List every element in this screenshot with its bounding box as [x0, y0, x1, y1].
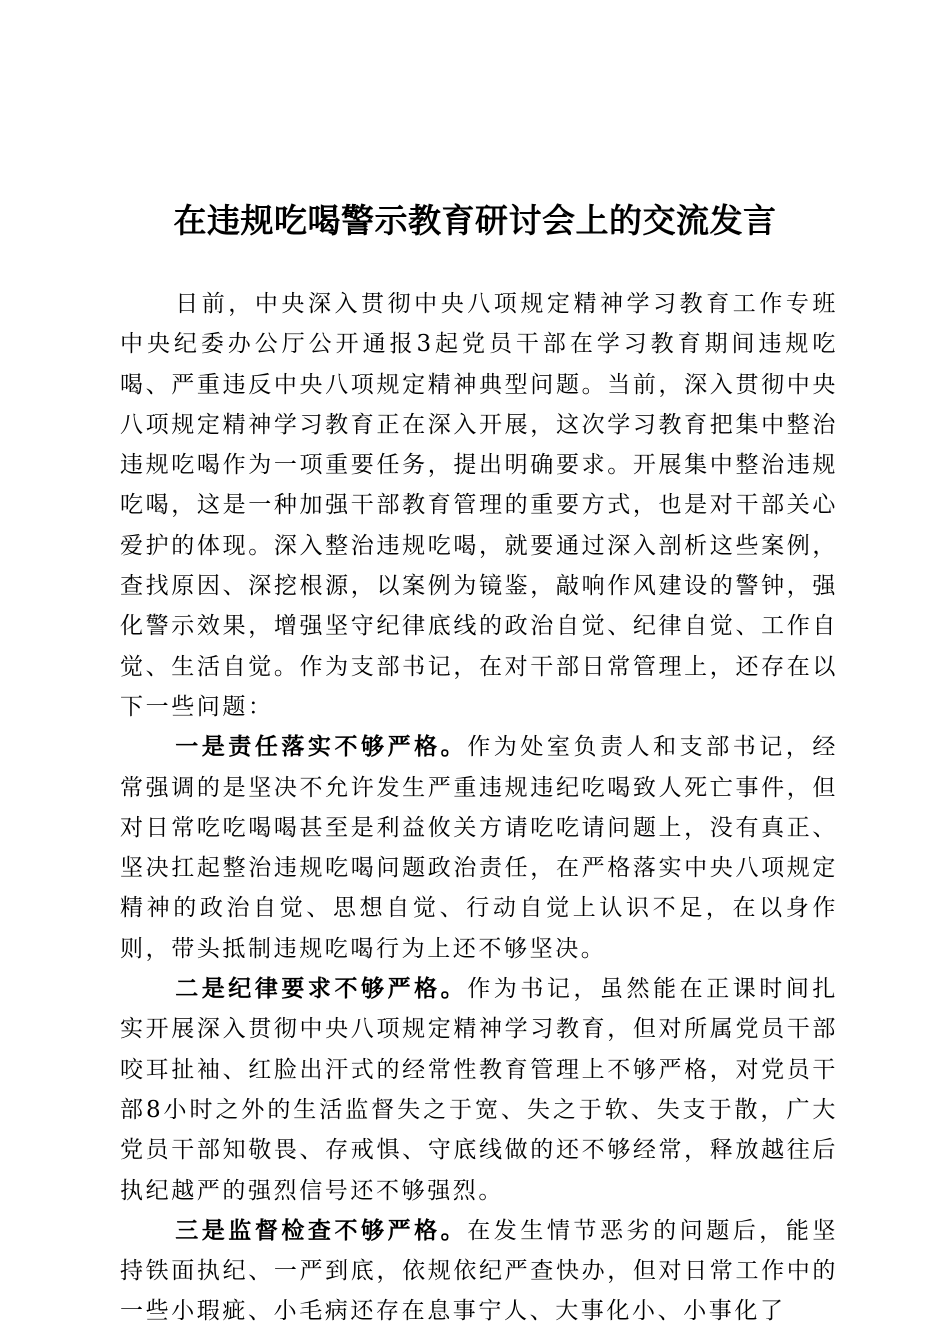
- paragraph-responsibility: [120, 727, 838, 969]
- paragraph-discipline: [120, 969, 838, 1211]
- paragraph-supervision: [120, 1211, 838, 1332]
- document-title: 在违规吃喝警示教育研讨会上的交流发言: [173, 201, 777, 240]
- document-body: [120, 284, 838, 1332]
- paragraph-text: 作为处室负责人和支部书记，经常强调的是坚决不允许发生严重违规违纪吃喝致人死亡事件，但对日常吃吃喝喝甚至是利益攸关方请吃吃请问题上，没有真正、坚决扛起整治违规吃喝问题政治责任，在严格落实中央八项规定精神的政治自觉、思想自觉、行动自觉上认识不足，在以身作则，带头抵制违规吃喝行为上还不够坚决。: [120, 734, 838, 962]
- paragraph-text: 日前，中央深入贯彻中央八项规定精神学习教育工作专班中央纪委办公厅公开通报3起党员干部在学习教育期间违规吃喝、严重违反中央八项规定精神典型问题。当前，深入贯彻中央八项规定精神学习教育正在深入开展，这次学习教育把集中整治违规吃喝作为一项重要任务，提出明确要求。开展集中整治违规吃喝，这是一种加强干部教育管理的重要方式，也是对干部关心爱护的体现。深入整治违规吃喝，就要通过深入剖析这些案例，查找原因、深挖根源，以案例为镜鉴，敲响作风建设的警钟，强化警示效果，增强坚守纪律底线的政治自觉、纪律自觉、工作自觉、生活自觉。作为支部书记，在对干部日常管理上，还存在以下一些问题：: [120, 291, 838, 720]
- paragraph-intro: [120, 284, 838, 727]
- paragraph-text: 作为书记，虽然能在正课时间扎实开展深入贯彻中央八项规定精神学习教育，但对所属党员干部咬耳扯袖、红脸出汗式的经常性教育管理上不够严格，对党员干部8小时之外的生活监督失之于宽、失之于软、失支于散，广大党员干部知敬畏、存戒惧、守底线做的还不够经常，释放越往后执纪越严的强烈信号还不够强烈。: [120, 976, 838, 1204]
- paragraph-text: 在发生情节恶劣的问题后，能坚持铁面执纪、一严到底，依规依纪严查快办，但对日常工作中的一些小瑕疵、小毛病还存在息事宁人、大事化小、小事化了: [120, 1217, 838, 1325]
- paragraph-lead: 三是监督检查不够严格。: [175, 1216, 468, 1244]
- paragraph-lead: 一是责任落实不够严格。: [175, 733, 468, 761]
- paragraph-lead: 二是纪律要求不够严格。: [175, 975, 468, 1003]
